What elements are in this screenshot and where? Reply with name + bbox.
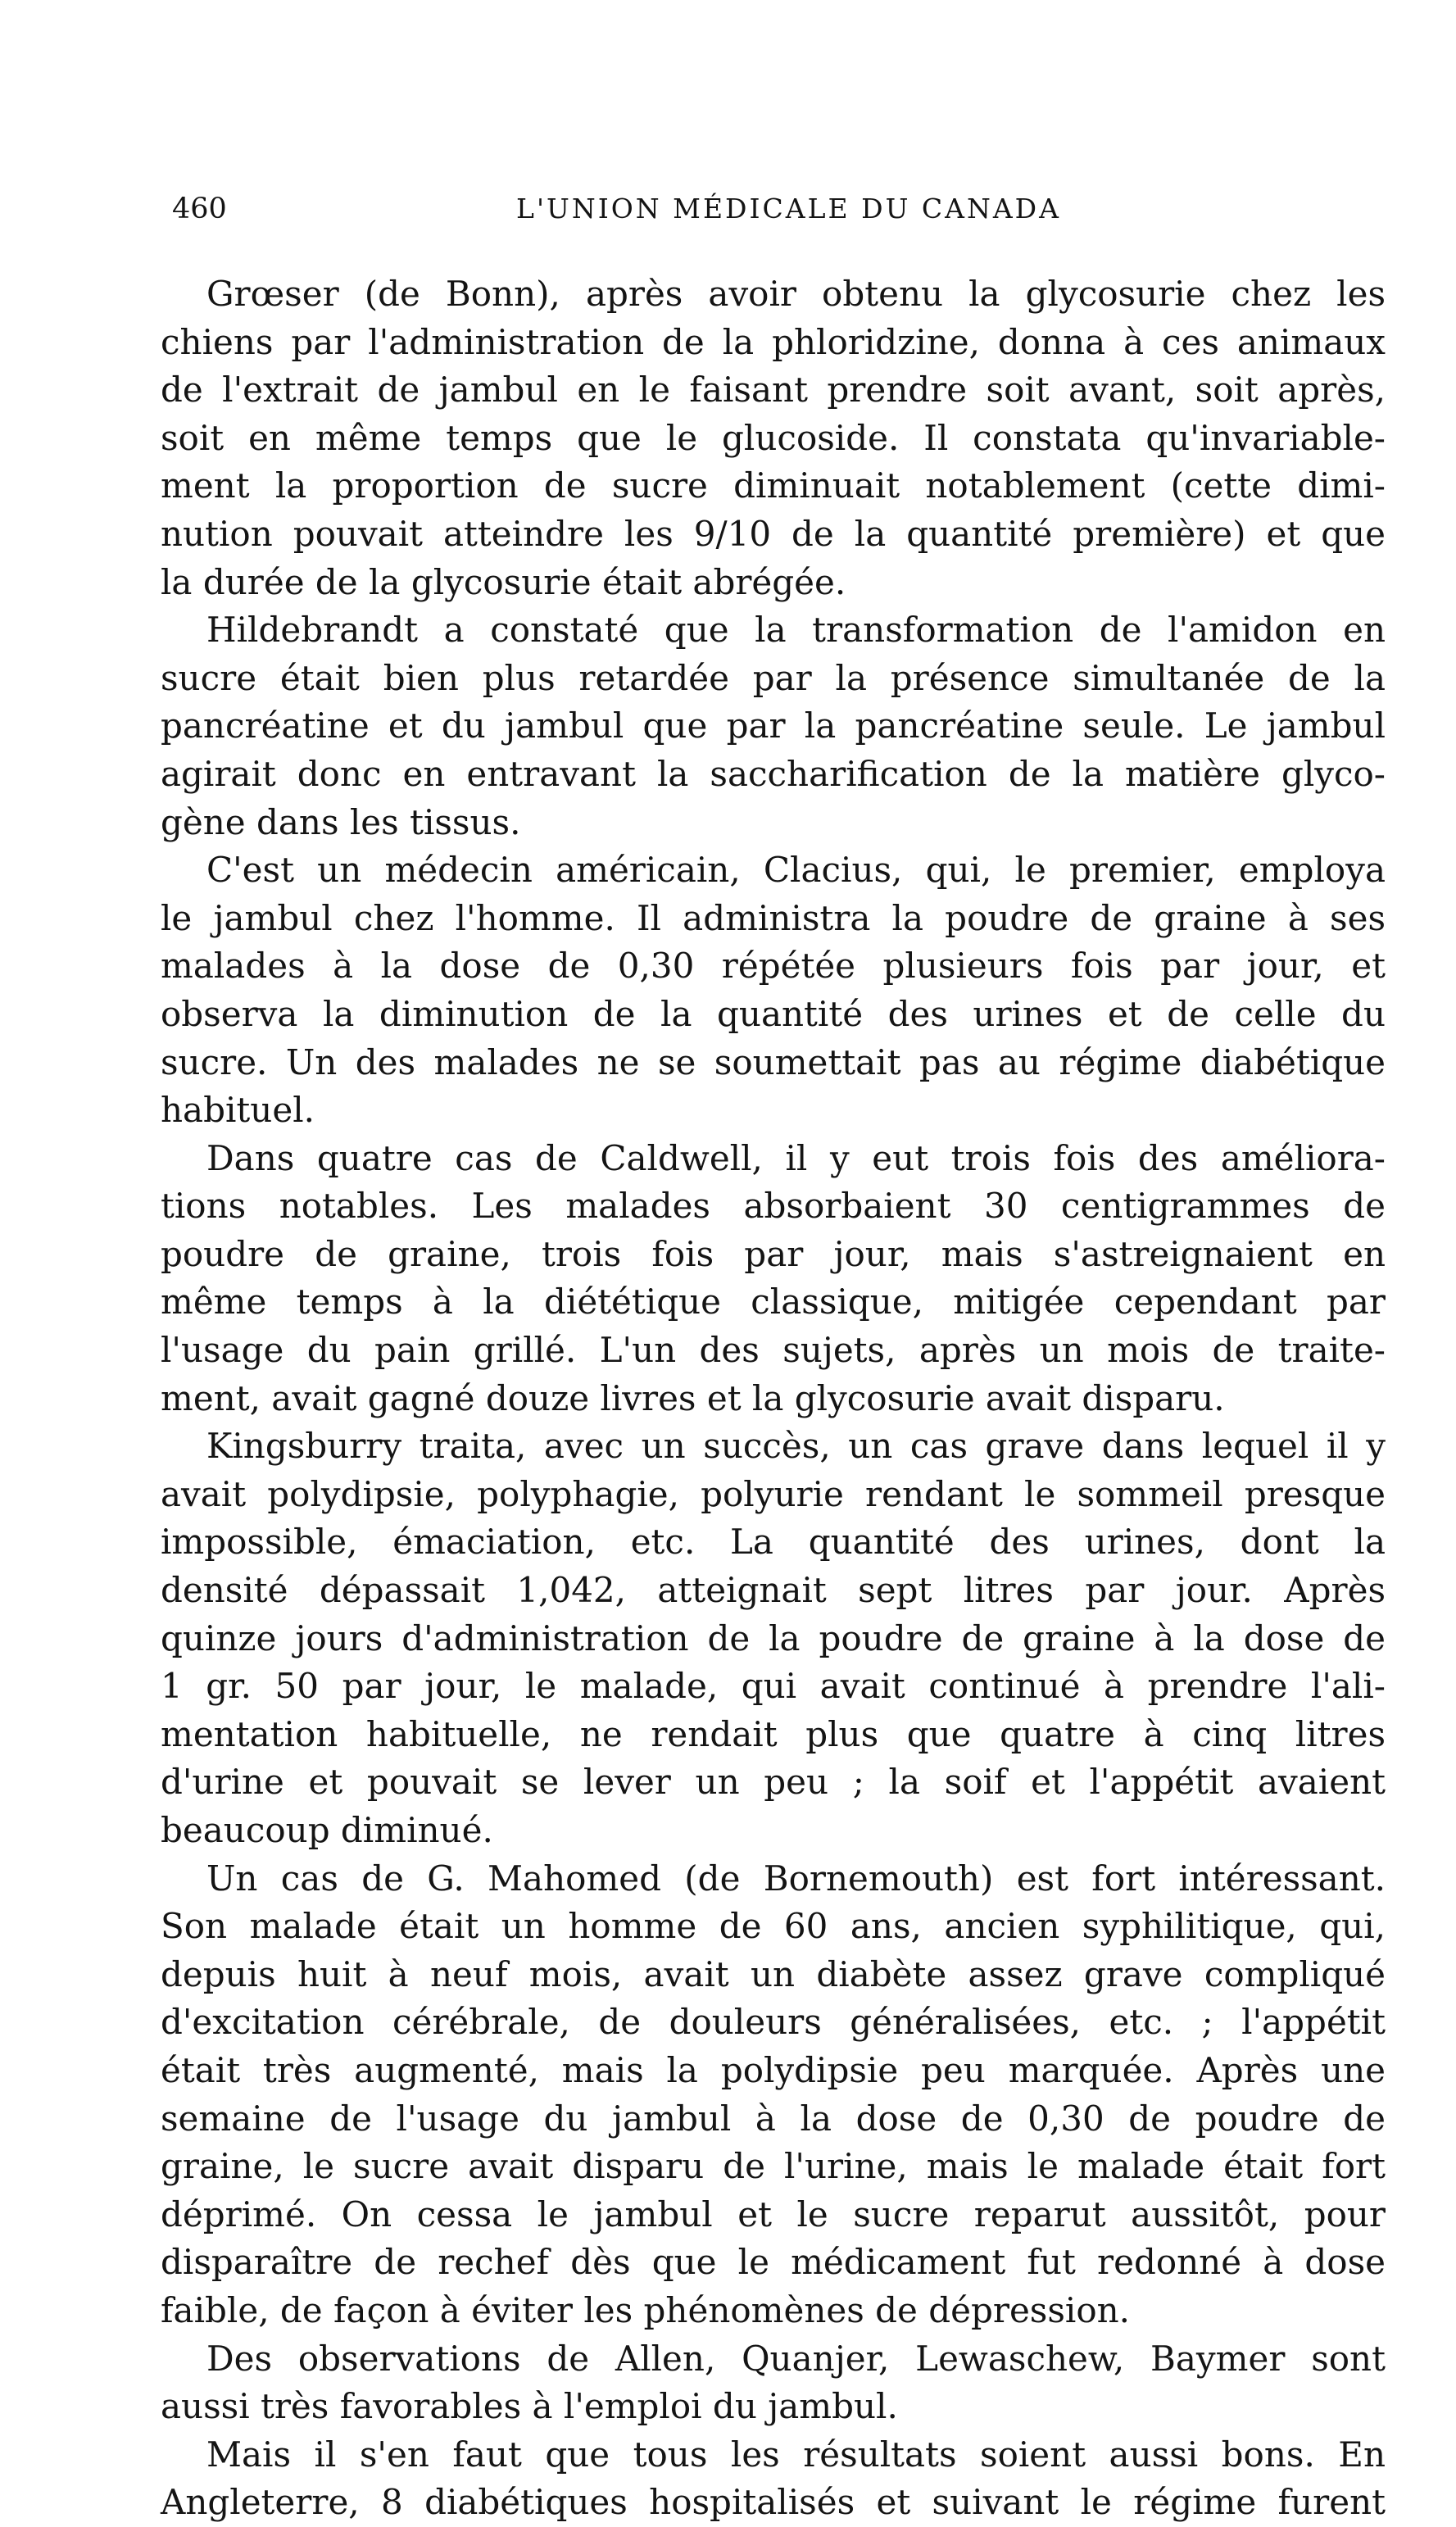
text-line: quinze jours d'administration de la poudre de graine à la dose de bbox=[161, 1617, 1386, 1658]
text-line: Son malade était un homme de 60 ans, ancien syphilitique, qui, bbox=[161, 1906, 1386, 1947]
body-text bbox=[161, 270, 1386, 2527]
text-line: densité dépassait 1,042, atteignait sept litres par jour. Après bbox=[161, 1570, 1386, 1611]
text-line: l'usage du pain grillé. L'un des sujets, après un mois de traite- bbox=[161, 1330, 1386, 1371]
text-line: Grœser (de Bonn), après avoir obtenu la glycosurie chez les bbox=[206, 274, 1386, 314]
text-line: graine, le sucre avait disparu de l'urine, mais le malade était fort bbox=[161, 2146, 1386, 2187]
text-line: malades à la dose de 0,30 répétée plusieurs fois par jour, et bbox=[161, 946, 1386, 987]
text-line: était très augmenté, mais la polydipsie peu marquée. Après une bbox=[161, 2049, 1386, 2090]
text-line: nution pouvait atteindre les 9/10 de la quantité première) et que bbox=[161, 513, 1386, 554]
text-line: Hildebrandt a constaté que la transformation de l'amidon en bbox=[206, 610, 1386, 651]
text-line: observa la diminution de la quantité des urines et de celle du bbox=[161, 993, 1386, 1034]
running-head bbox=[172, 184, 1381, 234]
text-line: même temps à la diététique classique, mitigée cependant par bbox=[161, 1282, 1386, 1322]
text-line: Mais il s'en faut que tous les résultats soient aussi bons. En bbox=[206, 2434, 1386, 2475]
text-line: depuis huit à neuf mois, avait un diabète assez grave compliqué bbox=[161, 1953, 1386, 1994]
text-line: Un cas de G. Mahomed (de Bornemouth) est fort intéressant. bbox=[206, 1858, 1386, 1899]
paragraph bbox=[161, 606, 1386, 846]
text-line: gène dans les tissus. bbox=[161, 801, 521, 842]
text-line: soit en même temps que le glucoside. Il constata qu'invariable- bbox=[161, 417, 1386, 458]
journal-title: L'UNION MÉDICALE DU CANADA bbox=[516, 193, 1061, 225]
paragraph bbox=[161, 1135, 1386, 1423]
paragraph bbox=[161, 1855, 1386, 2335]
text-line: Angleterre, 8 diabétiques hospitalisés et suivant le régime furent bbox=[161, 2482, 1386, 2523]
text-line: mentation habituelle, ne rendait plus que quatre à cinq litres bbox=[161, 1713, 1386, 1754]
text-line: déprimé. On cessa le jambul et le sucre reparut aussitôt, pour bbox=[161, 2194, 1386, 2234]
text-line: d'excitation cérébrale, de douleurs généralisées, etc. ; l'appétit bbox=[161, 2002, 1386, 2043]
text-line: faible, de façon à éviter les phénomènes de dépression. bbox=[161, 2289, 1131, 2330]
text-line: beaucoup diminué. bbox=[161, 1810, 493, 1850]
text-line: pancréatine et du jambul que par la pancréatine seule. Le jambul bbox=[161, 705, 1386, 746]
text-line: 1 gr. 50 par jour, le malade, qui avait continué à prendre l'ali- bbox=[161, 1666, 1386, 1707]
text-line: chiens par l'administration de la phloridzine, donna à ces animaux bbox=[161, 321, 1386, 362]
text-line: semaine de l'usage du jambul à la dose de 0,30 de poudre de bbox=[161, 2098, 1386, 2139]
text-line: impossible, émaciation, etc. La quantité des urines, dont la bbox=[161, 1522, 1386, 1563]
paragraph bbox=[161, 270, 1386, 606]
text-line: disparaître de rechef dès que le médicament fut redonné à dose bbox=[161, 2242, 1386, 2283]
text-line: de l'extrait de jambul en le faisant prendre soit avant, soit après, bbox=[161, 370, 1386, 411]
text-line: C'est un médecin américain, Clacius, qui, le premier, employa bbox=[206, 850, 1386, 891]
text-line: aussi très favorables à l'emploi du jambul. bbox=[161, 2386, 898, 2427]
page-number: 460 bbox=[172, 193, 227, 225]
text-line: la durée de la glycosurie était abrégée. bbox=[161, 561, 846, 602]
paragraph bbox=[161, 2335, 1386, 2431]
paragraph bbox=[161, 2431, 1386, 2527]
text-line: Des observations de Allen, Quanjer, Lewaschew, Baymer sont bbox=[206, 2338, 1386, 2379]
text-line: le jambul chez l'homme. Il administra la poudre de graine à ses bbox=[161, 897, 1386, 938]
paragraph bbox=[161, 846, 1386, 1135]
text-line: tions notables. Les malades absorbaient 30 centigrammes de bbox=[161, 1186, 1386, 1227]
text-line: sucre. Un des malades ne se soumettait pas au régime diabétique bbox=[161, 1041, 1386, 1082]
text-line: habituel. bbox=[161, 1090, 315, 1131]
paragraph bbox=[161, 1422, 1386, 1854]
text-line: Dans quatre cas de Caldwell, il y eut trois fois des améliora- bbox=[206, 1137, 1386, 1178]
text-line: Kingsburry traita, avec un succès, un cas grave dans lequel il y bbox=[206, 1426, 1386, 1467]
text-line: ment la proportion de sucre diminuait notablement (cette dimi- bbox=[161, 465, 1386, 506]
text-line: avait polydipsie, polyphagie, polyurie rendant le sommeil presque bbox=[161, 1473, 1386, 1514]
text-line: d'urine et pouvait se lever un peu ; la soif et l'appétit avaient bbox=[161, 1762, 1386, 1803]
text-line: sucre était bien plus retardée par la présence simultanée de la bbox=[161, 657, 1386, 698]
text-line: poudre de graine, trois fois par jour, mais s'astreignaient en bbox=[161, 1233, 1386, 1274]
text-line: ment, avait gagné douze livres et la glycosurie avait disparu. bbox=[161, 1377, 1225, 1418]
text-line: agirait donc en entravant la saccharification de la matière glyco- bbox=[161, 753, 1386, 794]
